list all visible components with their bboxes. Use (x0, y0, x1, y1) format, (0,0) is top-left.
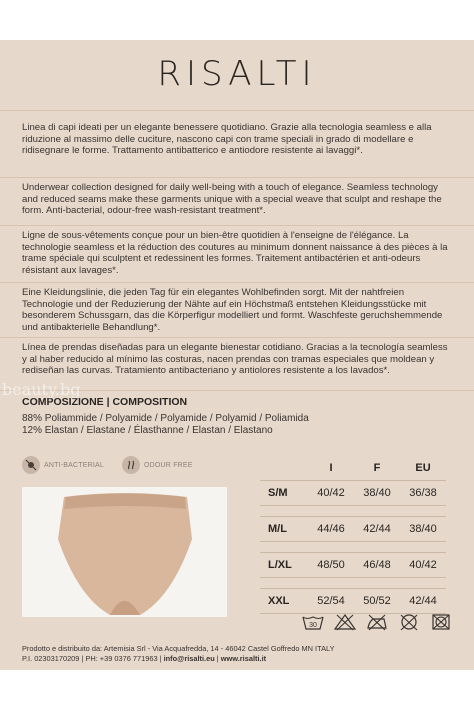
divider (0, 177, 474, 178)
composition-text (22, 413, 452, 437)
composition-heading: COMPOSIZIONE | COMPOSITION (22, 396, 188, 408)
size-table (260, 456, 446, 614)
header-i: I (329, 462, 333, 474)
svg-text:30: 30 (309, 622, 317, 629)
size-row: M/L 44/46 42/44 38/40 (260, 517, 446, 542)
anti-bacterial-badge: ANTI-BACTERIAL (22, 456, 104, 474)
watermark: beauty.bg (2, 380, 81, 399)
no-bleach-icon (332, 613, 358, 631)
no-iron-icon (364, 613, 390, 631)
size-row: S/M 40/42 38/40 36/38 (260, 481, 446, 506)
package-back (0, 40, 474, 670)
header-eu: EU (415, 462, 431, 474)
divider (0, 282, 474, 283)
odour-free-badge: ODOUR FREE (122, 456, 193, 474)
description-fr: Ligne de sous-vêtements conçue pour un bien-être quotidien à l'enseigne de l'élégance. La technologie seamless et la réduction des coutures au minimum donnent naissance à des pièces à la trame spéciale qui sculptent et redessinent les formes. Traitement antibactérien et anti-odeurs résistant aux lavages*. (22, 230, 448, 276)
composition-line-1: 88% Poliammide / Polyamide / Polyamide / Polyamid / Poliamida (22, 413, 309, 424)
footer-website: www.risalti.it (220, 654, 267, 663)
divider (0, 225, 474, 226)
anti-bacterial-icon (22, 456, 40, 474)
no-tumble-dry-icon (428, 613, 454, 631)
size-row: XXL 52/54 50/52 42/44 (260, 589, 446, 614)
header-f: F (373, 462, 381, 474)
brand-logo: RISALTI (157, 54, 317, 94)
product-photo (22, 487, 227, 617)
footer (22, 644, 462, 664)
composition-line-2: 12% Elastan / Elastane / Élasthanne / Elastan / Elastano (22, 425, 273, 436)
footer-line-2: P.I. 02303170209 | PH: +39 0376 771963 | info@risalti.eu | www.risalti.it (22, 654, 267, 663)
description-es: Línea de prendas diseñadas para un elegante bienestar cotidiano. Gracias a la tecnología seamless y al haber reducido al mínimo las costuras, nacen prendas con tramas especiales que moldean y rediseñan las curvas. Tratamiento antibacteriano y antiolores resistente a los lavados*. (22, 342, 448, 377)
care-symbols (300, 613, 454, 631)
divider (0, 337, 474, 338)
divider (0, 110, 474, 111)
footer-email: info@risalti.eu (163, 654, 215, 663)
no-dry-clean-icon (396, 613, 422, 631)
size-table-header (260, 456, 446, 481)
description-it: Linea di capi ideati per un elegante benessere quotidiano. Grazie alla tecnologia seamless e alla riduzione al massimo delle cuciture, nascono capi con trame speciali in grado di modellare e ridisegnare le forme. Trattamento antibatterico e antiodore resistente ai lavaggi*. (22, 122, 432, 157)
size-row: L/XL 48/50 46/48 40/42 (260, 553, 446, 578)
odour-free-icon (122, 456, 140, 474)
description-de: Eine Kleidungslinie, die jeden Tag für ein elegantes Wohlbefinden sorgt. Mit der nahtfreien Technologie und der Reduzierung der Nähte auf ein Höchstmaß entstehen Kleidungsstücke mit besonderem Schussgarn, das die Körperfigur modelliert und formt. Waschfeste geruchshemmende und antibakterielle Behandlung*. (22, 287, 443, 333)
description-en: Underwear collection designed for daily well-being with a touch of elegance. Seamless technology and reduced seams make these garments unique with a special weave that sculpt and reshape the form. Anti-bacterial, odour-free wash-resistant treatment*. (22, 182, 442, 217)
footer-line-1: Prodotto e distribuito da: Artemisia Srl - Via Acquafredda, 14 - 46042 Castel Goffredo MN ITALY (22, 644, 335, 653)
wash-30-icon (300, 613, 326, 631)
